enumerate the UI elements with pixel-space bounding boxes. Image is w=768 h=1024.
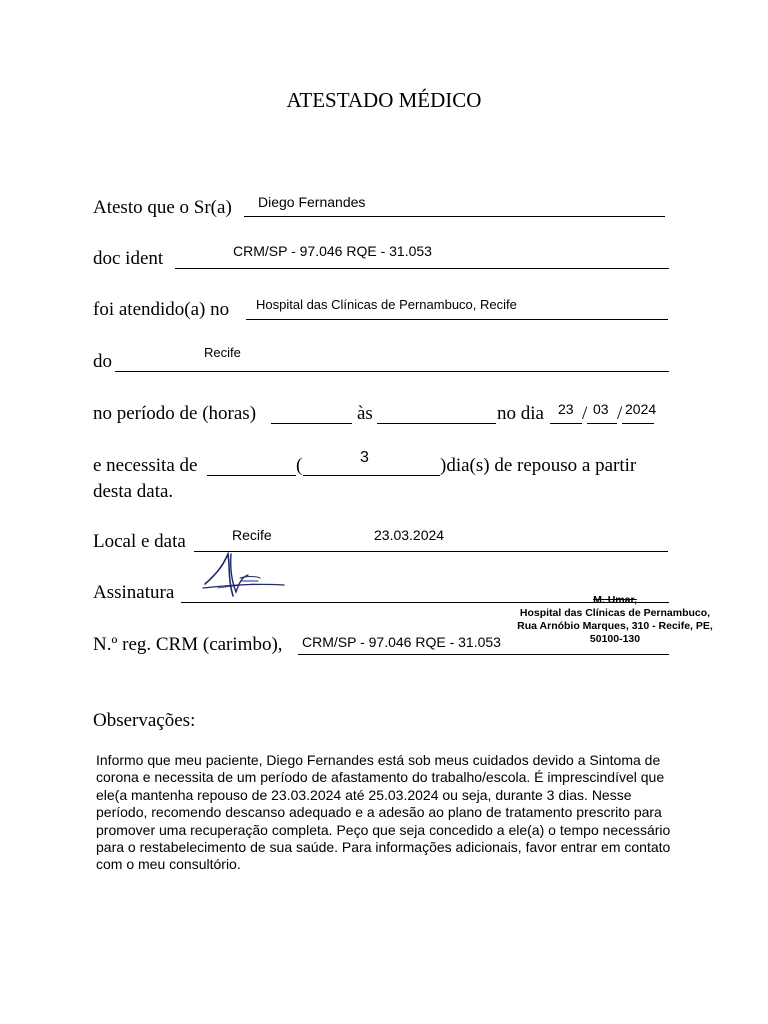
date-separator: / <box>582 403 588 424</box>
period-day-label: no dia <box>497 403 544 424</box>
year-underline <box>622 423 654 424</box>
attended-label: foi atendido(a) no <box>93 299 230 320</box>
attended-value: Hospital das Clínicas de Pernambuco, Recife <box>256 297 517 312</box>
observation-line: com o meu consultório. <box>96 856 241 873</box>
crm-underline <box>298 654 669 655</box>
observation-line: corona e necessita de um período de afastamento do trabalho/escola. É imprescindível que <box>96 769 665 786</box>
doc-ident-underline <box>175 268 669 269</box>
handwritten-signature <box>200 548 292 602</box>
doctor-stamp <box>490 594 740 646</box>
doc-ident-value: CRM/SP - 97.046 RQE - 31.053 <box>233 243 432 259</box>
period-hours-label: no período de (horas) <box>93 403 257 424</box>
observations-text <box>96 752 746 874</box>
place-date-label: Local e data <box>93 531 186 552</box>
rest-open-paren: ( <box>296 455 303 476</box>
observations-label: Observações: <box>93 710 196 731</box>
doc-ident-label: doc ident <box>93 248 164 269</box>
month-underline <box>587 423 617 424</box>
attended-underline <box>246 319 668 320</box>
observation-line: Informo que meu paciente, Diego Fernandes está sob meus cuidados devido a Sintoma de <box>96 752 661 768</box>
patient-label: Atesto que o Sr(a) <box>93 197 232 218</box>
observation-line: ele(a mantenha repouso de 23.03.2024 até 25.03.2024 ou seja, durante 3 dias. Nesse <box>96 786 632 803</box>
month-value: 03 <box>593 401 609 417</box>
period-to-label: às <box>357 403 373 424</box>
rest-days-value: 3 <box>360 449 369 466</box>
document-title: ATESTADO MÉDICO <box>286 88 482 112</box>
from-label: do <box>93 351 112 372</box>
from-underline <box>115 371 669 372</box>
signature-label: Assinatura <box>93 582 175 603</box>
rest-days-underline <box>303 475 440 476</box>
stamp-postal-code: 50100-130 <box>589 633 641 645</box>
date-value: 23.03.2024 <box>374 527 445 543</box>
rest-from-date-label: desta data. <box>93 481 174 502</box>
rest-needs-label: e necessita de <box>93 455 198 476</box>
rest-needs-underline <box>207 475 296 476</box>
crm-label: N.º reg. CRM (carimbo), <box>93 634 283 655</box>
year-value: 2024 <box>625 401 657 417</box>
observation-line: período, recomendo descanso adequado e a adesão ao plano de tratamento prescrito para <box>96 804 662 821</box>
patient-underline <box>244 216 665 217</box>
day-value: 23 <box>558 401 574 417</box>
stamp-hospital: Hospital das Clínicas de Pernambuco, <box>519 607 711 619</box>
observation-line: promover uma recuperação completa. Peço que seja concedido a ele(a) o tempo necessário <box>96 821 671 838</box>
period-to-underline <box>377 423 496 424</box>
observation-line: para o restabelecimento de sua saúde. Para informações adicionais, favor entrar em contato <box>96 839 671 856</box>
day-underline <box>550 423 582 424</box>
rest-days-label: )dia(s) de repouso a partir <box>440 455 637 476</box>
date-separator: / <box>617 403 623 424</box>
period-hours-underline <box>271 423 352 424</box>
stamp-address: Rua Arnóbio Marques, 310 - Recife, PE, <box>517 620 713 632</box>
place-value: Recife <box>232 527 272 543</box>
from-value: Recife <box>204 345 241 360</box>
patient-name-value: Diego Fernandes <box>258 194 366 210</box>
stamp-doctor-name: M. Umar, <box>593 594 637 606</box>
crm-value: CRM/SP - 97.046 RQE - 31.053 <box>302 634 501 650</box>
